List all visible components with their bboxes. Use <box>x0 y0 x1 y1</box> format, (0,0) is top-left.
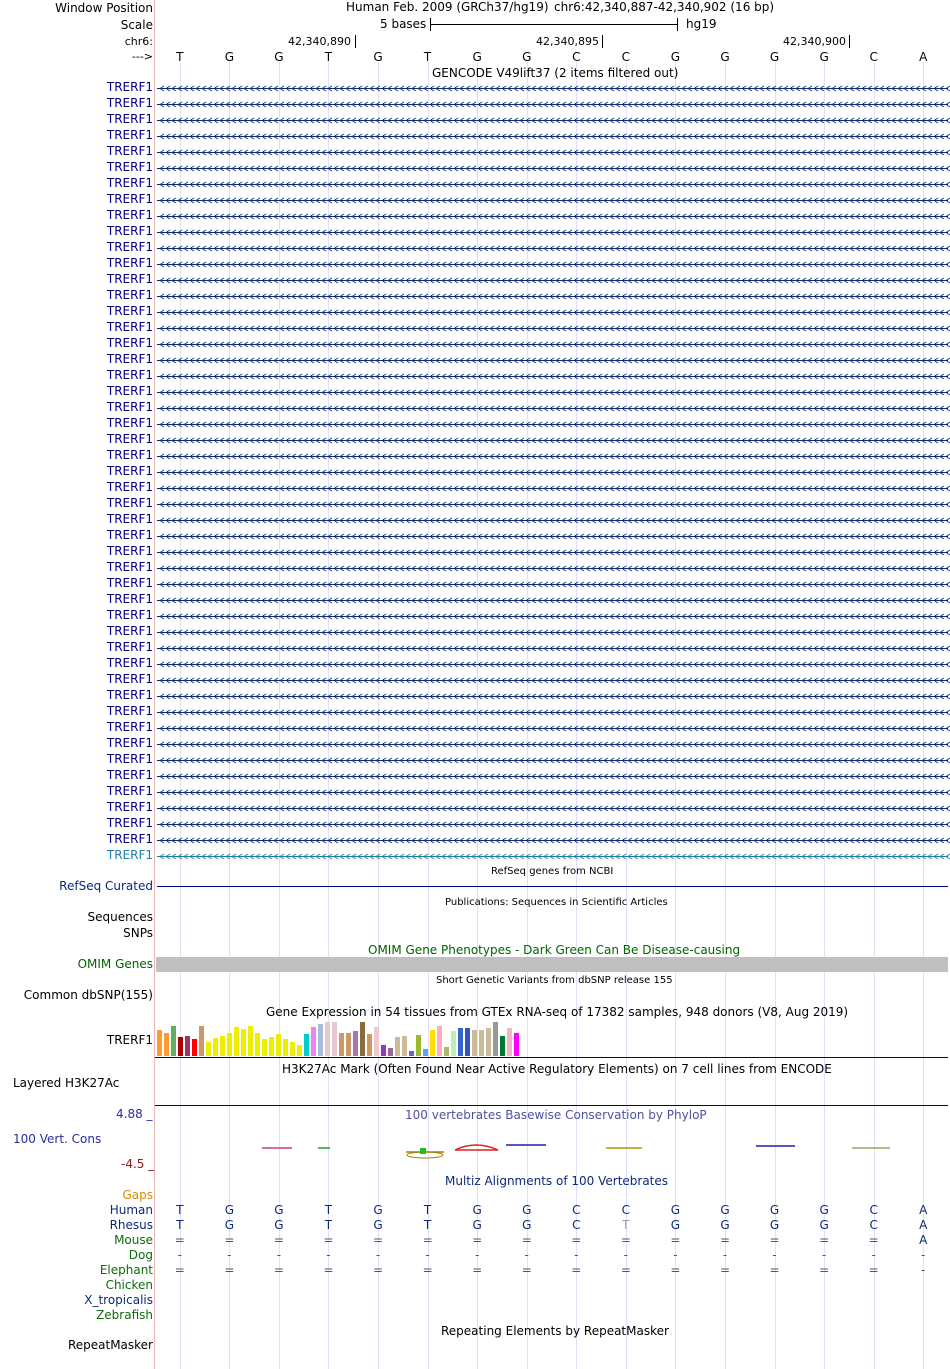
alignment-base: - <box>425 1248 430 1262</box>
gencode-gene-label[interactable]: TRERF1 <box>106 464 153 478</box>
alignment-base: - <box>722 1248 728 1262</box>
alignment-base: = <box>620 1263 631 1277</box>
gtex-bar <box>367 1034 372 1056</box>
alignment-base: C <box>869 1218 878 1232</box>
h3k27ac-track-title[interactable]: H3K27Ac Mark (Often Found Near Active Regulatory Elements) on 7 cell lines from ENCODE <box>282 1062 832 1076</box>
tick-label-2: 42,340,895 <box>536 35 599 48</box>
base-16: A <box>919 50 928 64</box>
chrom-label: chr6: <box>124 35 153 48</box>
gtex-bar <box>234 1027 239 1056</box>
gencode-gene-label[interactable]: TRERF1 <box>106 176 153 190</box>
alignment-base: = <box>422 1263 433 1277</box>
base-5: G <box>373 50 383 64</box>
alignment-base: C <box>621 1203 631 1217</box>
gencode-gene-label[interactable]: TRERF1 <box>106 512 153 526</box>
gtex-bar <box>269 1037 274 1056</box>
gencode-gene-label[interactable]: TRERF1 <box>106 544 153 558</box>
alignment-base: = <box>670 1263 681 1277</box>
scale-label: Scale <box>120 18 153 32</box>
gtex-bar <box>493 1022 498 1056</box>
gtex-bar <box>472 1030 477 1056</box>
alignment-base: = <box>769 1233 780 1247</box>
gtex-bar <box>451 1031 456 1056</box>
omim-track-title[interactable]: OMIM Gene Phenotypes - Dark Green Can Be Disease-causing <box>368 943 741 957</box>
gencode-gene-label[interactable]: TRERF1 <box>106 768 153 782</box>
gtex-bar <box>360 1022 365 1056</box>
gtex-bar <box>444 1047 449 1056</box>
gencode-gene-label[interactable]: TRERF1 <box>106 736 153 750</box>
alignment-base: - <box>921 1248 926 1262</box>
gtex-bar <box>262 1039 267 1056</box>
gtex-bar <box>437 1026 442 1056</box>
alignment-base: = <box>422 1233 433 1247</box>
gtex-bar <box>164 1033 169 1056</box>
gtex-bar <box>507 1028 512 1056</box>
publications-track-title[interactable]: Publications: Sequences in Scientific Articles <box>445 897 668 908</box>
species-label-human[interactable]: Human <box>109 1203 153 1217</box>
alignment-base: G <box>373 1218 383 1232</box>
gtex-bar <box>325 1022 330 1056</box>
gtex-bar <box>339 1033 344 1056</box>
gtex-bar <box>465 1028 470 1056</box>
alignment-base: = <box>373 1233 384 1247</box>
gtex-bar <box>318 1024 323 1056</box>
alignment-base: G <box>670 1218 681 1232</box>
alignment-base: = <box>868 1263 879 1277</box>
alignment-base: G <box>472 1218 482 1232</box>
alignment-base: - <box>177 1248 182 1262</box>
alignment-base: - <box>227 1248 232 1262</box>
alignment-base: - <box>673 1248 678 1262</box>
publications-label[interactable]: Sequences <box>87 910 153 924</box>
strand-label: ---> <box>131 50 153 63</box>
alignment-base: C <box>572 1203 581 1217</box>
gtex-bar <box>297 1045 302 1056</box>
gtex-bar <box>395 1037 400 1056</box>
alignment-base: - <box>821 1248 827 1262</box>
phylop-max: 4.88 _ <box>116 1107 153 1121</box>
species-label-dog[interactable]: Dog <box>128 1248 153 1262</box>
gencode-gene-label[interactable]: TRERF1 <box>106 112 153 126</box>
gencode-gene-label[interactable]: TRERF1 <box>106 272 153 286</box>
base-13: G <box>769 50 780 64</box>
gencode-gene-label[interactable]: TRERF1 <box>106 752 153 766</box>
refseq-track-title[interactable]: RefSeq genes from NCBI <box>491 866 614 877</box>
base-15: C <box>869 50 878 64</box>
species-label-x_tropicalis[interactable]: X_tropicalis <box>84 1293 153 1307</box>
alignment-base: G <box>819 1203 829 1217</box>
gtex-bar <box>416 1035 421 1056</box>
h3k27ac-label[interactable]: Layered H3K27Ac <box>13 1076 120 1090</box>
alignment-base: G <box>274 1218 284 1232</box>
gencode-gene-label[interactable]: TRERF1 <box>106 208 153 222</box>
alignment-base: T <box>423 1203 432 1217</box>
alignment-base: = <box>174 1263 185 1277</box>
gencode-gene-label[interactable]: TRERF1 <box>106 528 153 542</box>
alignment-base: - <box>623 1248 629 1262</box>
gencode-gene-label[interactable]: TRERF1 <box>106 128 153 142</box>
alignment-base: A <box>919 1218 928 1232</box>
alignment-base: - <box>326 1248 331 1262</box>
gtex-bar <box>192 1039 197 1056</box>
scale-text: 5 bases <box>380 17 427 31</box>
base-2: G <box>224 50 234 64</box>
alignment-base: = <box>670 1233 681 1247</box>
position-text: chr6:42,340,887-42,340,902 (16 bp) <box>554 0 775 14</box>
base-3: G <box>274 50 284 64</box>
base-14: G <box>819 50 829 64</box>
gtex-bar <box>353 1031 358 1056</box>
base-8: G <box>522 50 532 64</box>
base-12: G <box>720 50 730 64</box>
alignment-base: G <box>274 1203 284 1217</box>
alignment-base: = <box>620 1233 631 1247</box>
species-label-elephant[interactable]: Elephant <box>99 1263 153 1277</box>
alignment-base: = <box>868 1233 879 1247</box>
gtex-track-title[interactable]: Gene Expression in 54 tissues from GTEx RNA-seq of 17382 samples, 948 donors (V8, Aug 2019) <box>266 1005 849 1019</box>
gencode-gene-label[interactable]: TRERF1 <box>106 656 153 670</box>
omim-label[interactable]: OMIM Genes <box>77 957 153 971</box>
gencode-gene-label[interactable]: TRERF1 <box>106 624 153 638</box>
gencode-track-title[interactable]: GENCODE V49lift37 (2 items filtered out) <box>432 66 679 80</box>
alignment-base: T <box>324 1218 333 1232</box>
gencode-gene-label[interactable]: TRERF1 <box>106 784 153 798</box>
base-9: C <box>572 50 581 64</box>
alignment-base: G <box>670 1203 681 1217</box>
base-7: G <box>472 50 482 64</box>
alignment-base: T <box>622 1218 630 1232</box>
gencode-gene-label[interactable]: TRERF1 <box>106 720 153 734</box>
alignment-base: = <box>521 1263 532 1277</box>
gencode-gene-label[interactable]: TRERF1 <box>106 96 153 110</box>
gtex-bar <box>220 1036 225 1056</box>
gtex-bar <box>388 1048 393 1056</box>
gencode-gene-label[interactable]: TRERF1 <box>106 496 153 510</box>
alignment-base: = <box>472 1263 483 1277</box>
gtex-bar <box>199 1026 204 1056</box>
alignment-base: - <box>375 1248 381 1262</box>
repeatmasker-track-title[interactable]: Repeating Elements by RepeatMasker <box>441 1324 669 1338</box>
gencode-gene-label[interactable]: TRERF1 <box>106 240 153 254</box>
gencode-gene-label[interactable]: TRERF1 <box>106 336 153 350</box>
gtex-bar <box>479 1030 484 1056</box>
alignment-base: = <box>719 1263 730 1277</box>
alignment-base: G <box>720 1218 730 1232</box>
alignment-base: = <box>174 1233 185 1247</box>
base-11: G <box>670 50 681 64</box>
alignment-base: - <box>524 1248 529 1262</box>
base-4: T <box>324 50 333 64</box>
gencode-gene-label[interactable]: TRERF1 <box>106 640 153 654</box>
gtex-bar <box>381 1045 386 1056</box>
alignment-base: = <box>719 1233 730 1247</box>
alignment-base: G <box>472 1203 482 1217</box>
gencode-gene-label[interactable]: TRERF1 <box>106 256 153 270</box>
gencode-gene-label[interactable]: TRERF1 <box>106 144 153 158</box>
alignment-base: G <box>522 1203 532 1217</box>
gtex-bar <box>276 1034 281 1056</box>
alignment-base: G <box>224 1218 234 1232</box>
alignment-base: G <box>819 1218 829 1232</box>
phylop-track-title[interactable]: 100 vertebrates Basewise Conservation by PhyloP <box>405 1108 707 1122</box>
gencode-gene-label[interactable]: TRERF1 <box>106 800 153 814</box>
gencode-gene-label[interactable]: TRERF1 <box>106 288 153 302</box>
gencode-gene-label[interactable]: TRERF1 <box>106 816 153 830</box>
gencode-gene-label[interactable]: TRERF1 <box>106 416 153 430</box>
gaps-label: Gaps <box>122 1188 153 1202</box>
gencode-gene-label[interactable]: TRERF1 <box>106 400 153 414</box>
gencode-gene-label[interactable]: TRERF1 <box>106 224 153 238</box>
omim-bar <box>156 957 948 972</box>
gencode-gene-label[interactable]: TRERF1 <box>106 368 153 382</box>
multiz-track-title[interactable]: Multiz Alignments of 100 Vertebrates <box>445 1174 669 1188</box>
alignment-base: = <box>273 1233 284 1247</box>
gtex-bar <box>430 1030 435 1056</box>
gtex-bar <box>346 1033 351 1056</box>
gtex-bar <box>185 1036 190 1056</box>
base-6: T <box>423 50 432 64</box>
gencode-gene-label[interactable]: TRERF1 <box>106 432 153 446</box>
species-label-rhesus[interactable]: Rhesus <box>109 1218 153 1232</box>
gencode-gene-label[interactable]: TRERF1 <box>106 80 153 94</box>
gtex-bar <box>486 1028 491 1056</box>
gencode-gene-label[interactable]: TRERF1 <box>106 704 153 718</box>
alignment-base: = <box>472 1233 483 1247</box>
alignment-base: G <box>373 1203 383 1217</box>
alignment-base: A <box>919 1203 928 1217</box>
alignment-base: - <box>276 1248 282 1262</box>
tick-label-1: 42,340,890 <box>288 35 351 48</box>
alignment-base: G <box>522 1218 532 1232</box>
alignment-base: = <box>571 1263 582 1277</box>
gencode-gene-label[interactable]: TRERF1 <box>106 352 153 366</box>
alignment-base: C <box>572 1218 581 1232</box>
dbsnp-track-title[interactable]: Short Genetic Variants from dbSNP release 155 <box>436 975 673 986</box>
alignment-base: = <box>571 1233 582 1247</box>
alignment-base: - <box>474 1248 480 1262</box>
alignment-base: G <box>720 1203 730 1217</box>
alignment-base: A <box>919 1233 928 1247</box>
gtex-bar <box>290 1042 295 1056</box>
gtex-label[interactable]: TRERF1 <box>106 1033 153 1047</box>
gtex-bar <box>423 1049 428 1056</box>
alignment-base: = <box>769 1263 780 1277</box>
gtex-bar <box>332 1022 337 1056</box>
gencode-gene-label[interactable]: TRERF1 <box>106 688 153 702</box>
base-10: C <box>621 50 631 64</box>
snps-label[interactable]: SNPs <box>123 926 153 940</box>
gtex-bar <box>500 1036 505 1056</box>
alignment-base: T <box>176 1218 184 1232</box>
gtex-bar <box>178 1037 183 1056</box>
gtex-bar <box>409 1051 414 1056</box>
gencode-gene-label[interactable]: TRERF1 <box>106 160 153 174</box>
gtex-bar <box>227 1033 232 1056</box>
gtex-bar <box>514 1033 519 1056</box>
species-label-mouse[interactable]: Mouse <box>114 1233 153 1247</box>
gencode-gene-label[interactable]: TRERF1 <box>106 304 153 318</box>
alignment-base: = <box>224 1233 235 1247</box>
gtex-bar <box>304 1034 309 1056</box>
gencode-gene-label[interactable]: TRERF1 <box>106 480 153 494</box>
gencode-gene-label[interactable]: TRERF1 <box>106 320 153 334</box>
gencode-gene-label[interactable]: TRERF1 <box>106 448 153 462</box>
gtex-bar <box>311 1027 316 1056</box>
alignment-base: - <box>574 1248 579 1262</box>
dbsnp-label[interactable]: Common dbSNP(155) <box>23 988 153 1002</box>
alignment-base: G <box>224 1203 234 1217</box>
phylop-mark <box>420 1148 426 1154</box>
gencode-gene-label[interactable]: TRERF1 <box>106 192 153 206</box>
gencode-gene-label[interactable]: TRERF1 <box>106 848 153 862</box>
alignment-base: T <box>176 1203 184 1217</box>
alignment-base: = <box>323 1233 334 1247</box>
gencode-gene-label[interactable]: TRERF1 <box>106 672 153 686</box>
species-label-zebrafish[interactable]: Zebrafish <box>96 1308 153 1322</box>
window-position-label: Window Position <box>55 1 153 15</box>
phylop-label[interactable]: 100 Vert. Cons <box>13 1132 102 1146</box>
gtex-bar <box>157 1030 162 1056</box>
alignment-base: = <box>224 1263 235 1277</box>
gtex-bar <box>374 1027 379 1056</box>
alignment-base: - <box>921 1263 926 1277</box>
gencode-gene-label[interactable]: TRERF1 <box>106 608 153 622</box>
alignment-base: T <box>423 1218 432 1232</box>
gtex-bar <box>248 1026 253 1056</box>
gtex-bar <box>171 1026 176 1056</box>
gencode-gene-label[interactable]: TRERF1 <box>106 384 153 398</box>
db-text: hg19 <box>686 17 717 31</box>
species-label-chicken[interactable]: Chicken <box>105 1278 153 1292</box>
refseq-label[interactable]: RefSeq Curated <box>59 879 153 893</box>
alignment-base: = <box>521 1233 532 1247</box>
gtex-bar <box>213 1038 218 1056</box>
base-1: T <box>176 50 184 64</box>
alignment-base: = <box>819 1233 830 1247</box>
alignment-base: G <box>769 1203 780 1217</box>
alignment-base: = <box>323 1263 334 1277</box>
gtex-bar <box>206 1042 211 1056</box>
gtex-bar <box>283 1039 288 1056</box>
gencode-gene-label[interactable]: TRERF1 <box>106 592 153 606</box>
phylop-min: -4.5 _ <box>121 1157 155 1171</box>
alignment-base: - <box>772 1248 777 1262</box>
repeatmasker-label[interactable]: RepeatMasker <box>67 1338 153 1352</box>
alignment-base: - <box>871 1248 876 1262</box>
gencode-gene-label[interactable]: TRERF1 <box>106 560 153 574</box>
gtex-bar <box>402 1036 407 1056</box>
assembly-text: Human Feb. 2009 (GRCh37/hg19) <box>346 0 549 14</box>
alignment-base: = <box>273 1263 284 1277</box>
alignment-base: T <box>324 1203 333 1217</box>
alignment-base: C <box>869 1203 878 1217</box>
gtex-bar <box>255 1033 260 1056</box>
gtex-bar <box>241 1029 246 1056</box>
gtex-bar <box>458 1028 463 1056</box>
gencode-gene-label[interactable]: TRERF1 <box>106 576 153 590</box>
alignment-base: G <box>769 1218 780 1232</box>
alignment-base: = <box>373 1263 384 1277</box>
alignment-base: = <box>819 1263 830 1277</box>
gencode-gene-label[interactable]: TRERF1 <box>106 832 153 846</box>
tick-label-3: 42,340,900 <box>783 35 846 48</box>
